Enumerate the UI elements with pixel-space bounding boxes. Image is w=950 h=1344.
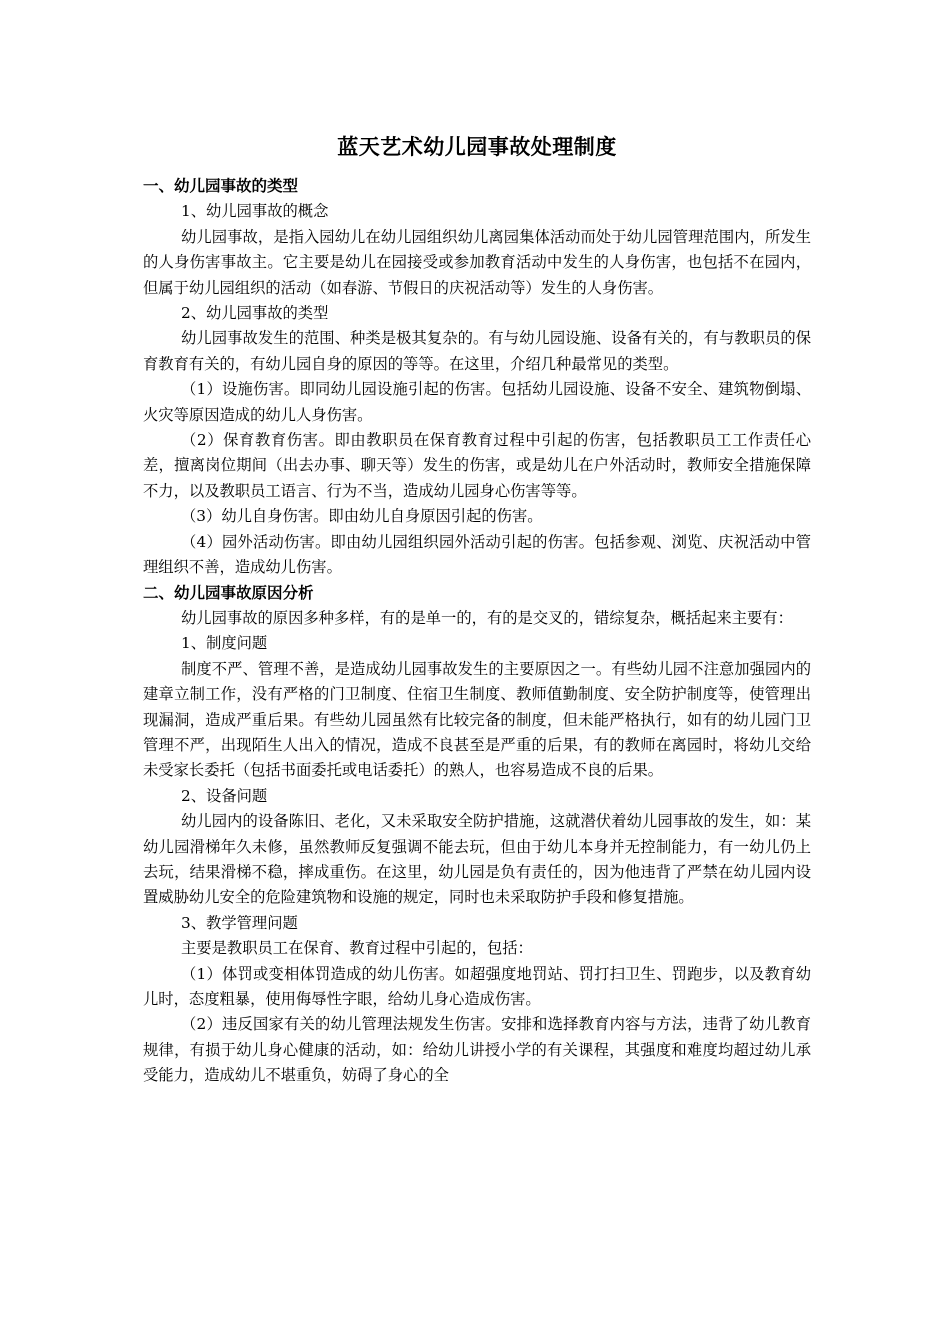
paragraph: （1）体罚或变相体罚造成的幼儿伤害。如超强度地罚站、罚打扫卫生、罚跑步，以及教育幼儿时，态度粗暴，使用侮辱性字眼，给幼儿身心造成伤害。 xyxy=(143,964,811,1008)
paragraph: 幼儿园事故，是指入园幼儿在幼儿园组织幼儿离园集体活动而处于幼儿园管理范围内，所发生的人身伤害事故主。它主要是幼儿在园接受或参加教育活动中发生的人身伤害，也包括不在园内，但属于幼儿园组织的活动（如春游、节假日的庆祝活动等）发生的人身伤害。 xyxy=(143,227,811,297)
section-heading: 一、幼儿园事故的类型 xyxy=(143,177,299,195)
section-2 xyxy=(143,581,811,1089)
subsection-heading: 1、幼儿园事故的概念 xyxy=(181,202,329,221)
paragraph: （1）设施伤害。即同幼儿园设施引起的伤害。包括幼儿园设施、设备不安全、建筑物倒塌、火灾等原因造成的幼儿人身伤害。 xyxy=(143,380,811,424)
document-page xyxy=(143,128,811,1089)
paragraph: 幼儿园内的设备陈旧、老化，又未采取安全防护措施，这就潜伏着幼儿园事故的发生，如：某幼儿园滑梯年久未修，虽然教师反复强调不能去玩，但由于幼儿本身并无控制能力，有一幼儿仍上去玩，结果滑梯不稳，摔成重伤。在这里，幼儿园是负有责任的，因为他违背了严禁在幼儿园内设置威胁幼儿安全的危险建筑物和设施的规定，同时也未采取防护手段和修复措施。 xyxy=(143,812,811,907)
subsection-heading: 2、幼儿园事故的类型 xyxy=(181,304,329,323)
paragraph: （2）保育教育伤害。即由教职员在保育教育过程中引起的伤害，包括教职员工工作责任心差，擅离岗位期间（出去办事、聊天等）发生的伤害，或是幼儿在户外活动时，教师安全措施保障不力，以及教职员工语言、行为不当，造成幼儿园身心伤害等等。 xyxy=(143,431,811,500)
paragraph: 幼儿园事故发生的范围、种类是极其复杂的。有与幼儿园设施、设备有关的，有与教职员的保育教育有关的，有幼儿园自身的原因的等等。在这里，介绍几种最常见的类型。 xyxy=(143,329,811,373)
paragraph: （4）园外活动伤害。即由幼儿园组织园外活动引起的伤害。包括参观、浏览、庆祝活动中管理组织不善，造成幼儿伤害。 xyxy=(143,532,811,577)
section-1 xyxy=(143,174,811,581)
paragraph: 主要是教职员工在保育、教育过程中引起的，包括： xyxy=(181,939,533,958)
subsection-heading: 3、教学管理问题 xyxy=(181,913,298,932)
document-title: 蓝天艺术幼儿园事故处理制度 xyxy=(337,135,617,159)
paragraph: 幼儿园事故的原因多种多样，有的是单一的，有的是交叉的，错综复杂，概括起来主要有： xyxy=(181,608,793,627)
subsection-heading: 2、设备问题 xyxy=(181,786,268,805)
subsection-heading: 1、制度问题 xyxy=(181,634,268,653)
paragraph: （3）幼儿自身伤害。即由幼儿自身原因引起的伤害。 xyxy=(181,507,543,526)
section-heading: 二、幼儿园事故原因分析 xyxy=(143,583,314,602)
paragraph: （2）违反国家有关的幼儿管理法规发生伤害。安排和选择教育内容与方法，违背了幼儿教育规律，有损于幼儿身心健康的活动，如：给幼儿讲授小学的有关课程，其强度和难度均超过幼儿承受能力，造成幼儿不堪重负，妨碍了身心的全 xyxy=(143,1015,811,1085)
paragraph: 制度不严、管理不善，是造成幼儿园事故发生的主要原因之一。有些幼儿园不注意加强园内的建章立制工作，没有严格的门卫制度、住宿卫生制度、教师值勤制度、安全防护制度等，使管理出现漏洞，造成严重后果。有些幼儿园虽然有比较完备的制度，但未能严格执行，如有的幼儿园门卫管理不严，出现陌生人出入的情况，造成不良甚至是严重的后果，有的教师在离园时，将幼儿交给未受家长委托（包括书面委托或电话委托）的熟人，也容易造成不良的后果。 xyxy=(143,659,811,780)
